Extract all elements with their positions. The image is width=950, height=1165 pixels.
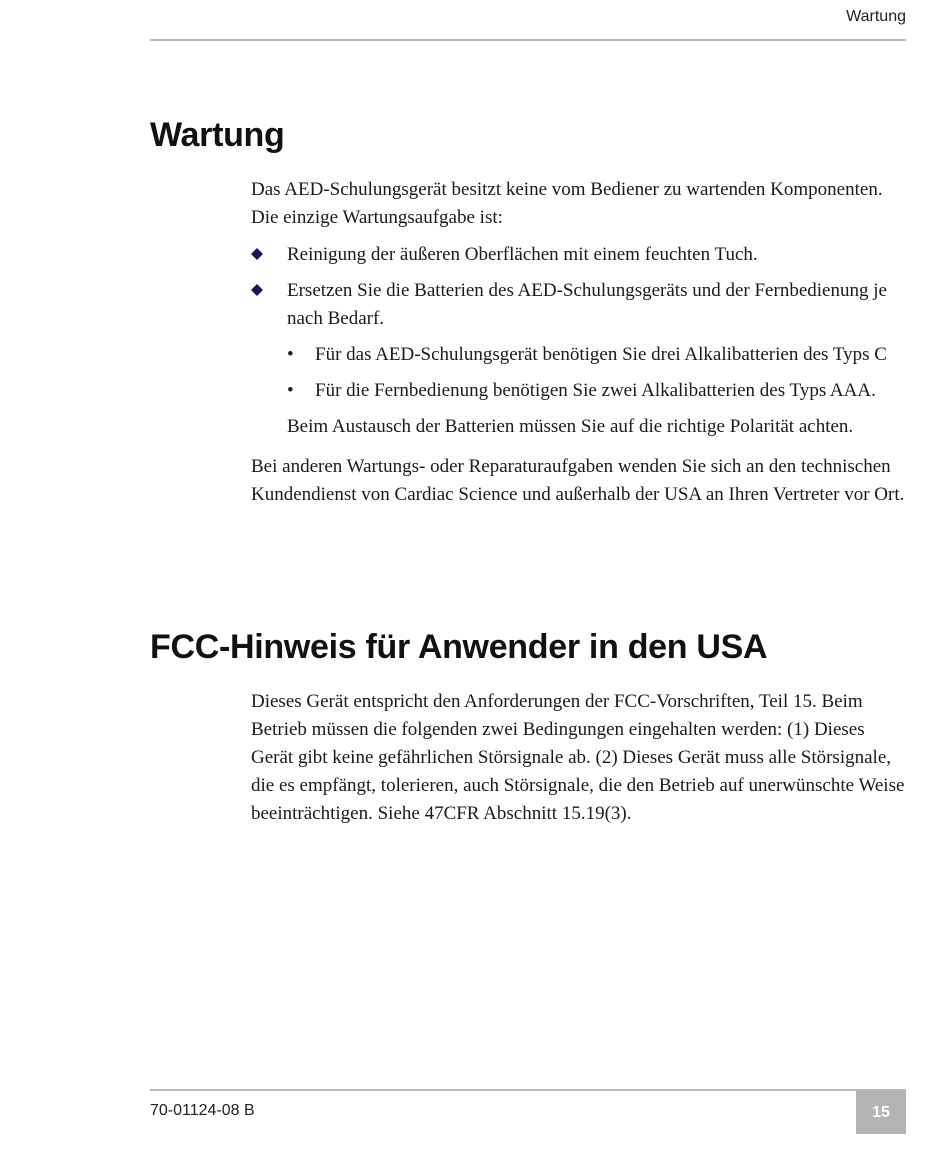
- diamond-bullet-icon: [251, 284, 263, 296]
- sub-list-item: [251, 341, 911, 369]
- dot-bullet-icon: •: [287, 380, 294, 401]
- list-item: [251, 241, 911, 269]
- page-number: 15: [872, 1103, 890, 1121]
- fcc-paragraph: Dieses Gerät entspricht den Anforderungen der FCC-Vorschriften, Teil 15. Beim Betrieb müssen die folgenden zwei Bedingungen eingehalten werden: (1) Dieses Gerät gibt keine gefährlichen Störsignale ab. (2) Dieses Gerät muss alle Störsignale, die es empfängt, tolerieren, auch Störsignale, die den Betrieb auf unerwünschte Weise beeinträchtigen. Siehe 47CFR Abschnitt 15.19(3).: [251, 691, 905, 824]
- sub-bullet-text: Für das AED-Schulungsgerät benötigen Sie drei Alkalibatterien des Typs C: [315, 344, 887, 365]
- running-header: [150, 0, 906, 41]
- sub-list-item: [251, 377, 911, 405]
- header-title: Wartung: [846, 8, 906, 25]
- bullet-text: Ersetzen Sie die Batterien des AED-Schulungsgeräts und der Fernbedienung je nach Bedarf.: [287, 280, 887, 329]
- sub-bullet-text: Für die Fernbedienung benötigen Sie zwei Alkalibatterien des Typs AAA.: [315, 380, 876, 401]
- polarity-note: Beim Austausch der Batterien müssen Sie auf die richtige Polarität achten.: [287, 416, 854, 437]
- document-number: 70-01124-08 B: [150, 1102, 255, 1119]
- bullet-text: Reinigung der äußeren Oberflächen mit einem feuchten Tuch.: [287, 244, 758, 265]
- intro-paragraph: Das AED-Schulungsgerät besitzt keine vom Bediener zu wartenden Komponenten. Die einzige Wartungsaufgabe ist:: [251, 179, 883, 228]
- diamond-bullet-icon: [251, 248, 263, 260]
- service-paragraph: Bei anderen Wartungs- oder Reparaturaufgaben wenden Sie sich an den technischen Kundendienst von Cardiac Science und außerhalb der USA an Ihren Vertreter vor Ort.: [251, 456, 905, 505]
- section-heading-fcc: FCC-Hinweis für Anwender in den USA: [150, 628, 768, 666]
- page-number-box: [856, 1091, 906, 1134]
- list-item: [251, 277, 911, 333]
- footer-rule: [150, 1089, 906, 1091]
- section-heading-wartung: Wartung: [150, 116, 285, 154]
- section-wartung-body: [251, 176, 911, 509]
- dot-bullet-icon: •: [287, 344, 294, 365]
- section-fcc-body: [251, 688, 911, 828]
